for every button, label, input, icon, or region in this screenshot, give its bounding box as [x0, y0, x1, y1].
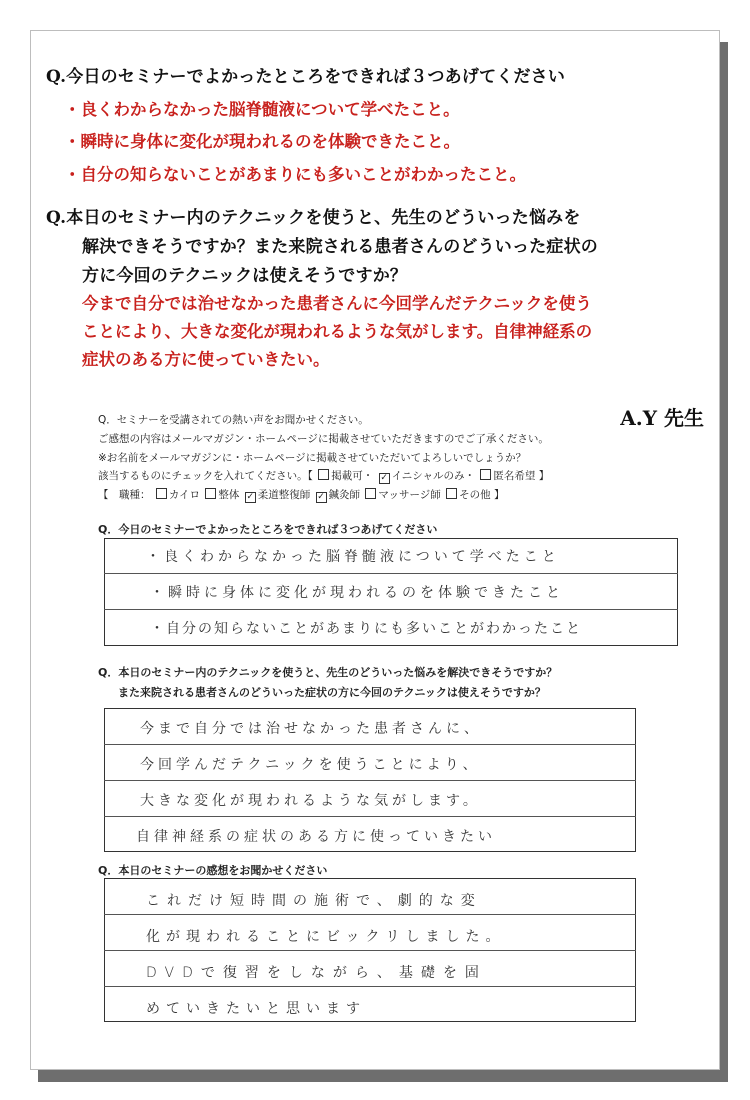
occupation-acupuncture: 鍼灸師	[328, 489, 361, 501]
form-section1-title: Q．今日のセミナーでよかったところをできれば３つあげてください	[98, 523, 438, 536]
occupation-other: その他	[459, 489, 491, 501]
checkbox-checked-icon[interactable]: ✓	[380, 473, 388, 483]
ruled-line	[104, 609, 678, 610]
ruled-line	[104, 986, 636, 987]
q1-heading: Q.今日のセミナーでよかったところをできれば３つあげてください	[46, 67, 566, 87]
permission-suffix: 】	[538, 470, 550, 482]
q2-answer-line-2: ことにより、大きな変化が現われるような気がします。自律神経系の	[82, 322, 593, 341]
ruled-line	[104, 780, 636, 781]
section3-handwriting-3: DVDで復習をしながら、基礎を固	[146, 965, 487, 981]
q2-answer-line-3: 症状のある方に使っていきたい。	[82, 350, 330, 369]
form-section2-title-1: Q．本日のセミナー内のテクニックを使うと、先生のどういった悩みを解決できそうですか？	[98, 666, 558, 679]
section2-handwriting-4: 自律神経系の症状のある方に使っていきたい	[136, 829, 496, 845]
signature: A.Y 先生	[620, 406, 704, 430]
occupation-chiro: カイロ	[168, 489, 201, 501]
checkbox-unchecked-icon[interactable]	[365, 488, 376, 499]
section1-handwriting-3: ・自分の知らないことがあまりにも多いことがわかったこと	[150, 621, 582, 637]
section2-handwriting-2: 今回学んだテクニックを使うことにより、	[140, 757, 481, 773]
section3-handwriting-2: 化が現われることにビックリしました。	[146, 929, 506, 945]
occupation-suffix: 】	[493, 489, 505, 501]
occupation-prefix: 【 職種：	[98, 489, 151, 501]
checkbox-unchecked-icon[interactable]	[318, 469, 329, 480]
checkbox-checked-icon[interactable]: ✓	[246, 492, 254, 502]
checkbox-unchecked-icon[interactable]	[156, 488, 167, 499]
permission-option-anonymous: 匿名希望	[493, 470, 536, 482]
section3-handwriting-1: これだけ短時間の施術で、劇的な変	[146, 893, 482, 909]
occupation-seitai: 整体	[218, 489, 240, 501]
permission-option-public: 掲載可・	[331, 470, 374, 482]
form-section2-title-2: また来院される患者さんのどういった症状の方に今回のテクニックは使えそうですか？	[118, 686, 546, 699]
section2-handwriting-3: 大きな変化が現われるような気がします。	[140, 793, 481, 809]
checkbox-unchecked-icon[interactable]	[446, 488, 457, 499]
q2-heading-line-1: Q.本日のセミナー内のテクニックを使うと、先生のどういった悩みを	[46, 208, 581, 228]
form-permission-row	[98, 468, 549, 484]
ruled-line	[104, 744, 636, 745]
checkbox-unchecked-icon[interactable]	[480, 469, 491, 480]
q2-heading-line-3: 方に今回のテクニックは使えそうですか？	[82, 266, 408, 286]
form-intro-3: ※お名前をメールマガジンに・ホームページに掲載させていただいてよろしいでしょうか？	[98, 452, 527, 464]
ruled-line	[104, 573, 678, 574]
q1-answer-1: ・良くわからなかった脳脊髄液について学べたこと。	[64, 100, 460, 119]
ruled-line	[104, 914, 636, 915]
q2-answer-line-1: 今まで自分では治せなかった患者さんに今回学んだテクニックを使う	[82, 294, 592, 313]
section2-handwriting-1: 今まで自分では治せなかった患者さんに、	[140, 721, 482, 737]
q2-heading-line-2: 解決できそうですか？また来院される患者さんのどういった症状の	[82, 237, 598, 257]
checkbox-checked-icon[interactable]: ✓	[317, 492, 325, 502]
checkbox-unchecked-icon[interactable]	[205, 488, 216, 499]
occupation-massage: マッサージ師	[378, 489, 441, 501]
section1-handwriting-1: ・良くわからなかった脳脊髄液について学べたこと	[146, 549, 560, 565]
ruled-line	[104, 950, 636, 951]
permission-prefix: 該当するものにチェックを入れてください。【	[98, 470, 313, 482]
section3-handwriting-4: めていきたいと思います	[146, 1001, 366, 1017]
form-intro-2: ご感想の内容はメールマガジン・ホームページに掲載させていただきますのでご了承ください。	[98, 433, 549, 445]
ruled-line	[104, 816, 636, 817]
q1-answer-2: ・瞬時に身体に変化が現われるのを体験できたこと。	[64, 132, 460, 151]
form-section3-title: Q．本日のセミナーの感想をお聞かせください	[98, 864, 328, 877]
q1-answer-3: ・自分の知らないことがあまりにも多いことがわかったこと。	[64, 165, 526, 184]
form-occupation-row	[98, 487, 504, 503]
form-intro-1: Q．セミナーを受講されての熱い声をお聞かせください。	[98, 414, 369, 426]
occupation-judo: 柔道整復師	[257, 489, 311, 501]
section1-handwriting-2: ・瞬時に身体に変化が現われるのを体験できたこと	[150, 585, 564, 601]
permission-option-initials: イニシャルのみ・	[391, 470, 475, 482]
